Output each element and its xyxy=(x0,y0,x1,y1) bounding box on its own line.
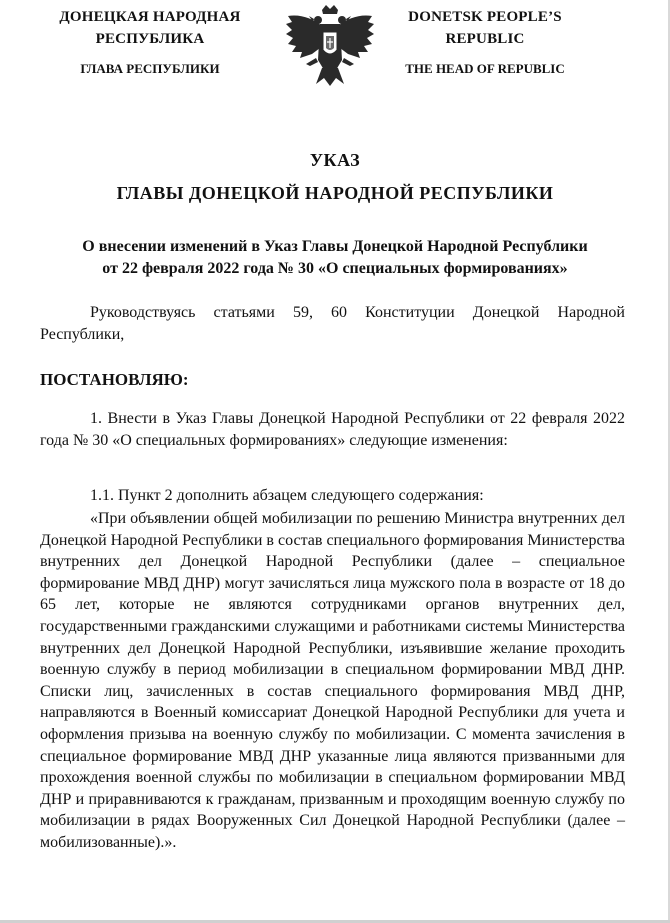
document-title: УКАЗ xyxy=(309,150,361,170)
decree-word: ПОСТАНОВЛЯЮ: xyxy=(40,370,189,389)
header-right-subtitle: THE HEAD OF REPUBLIC xyxy=(405,61,565,76)
legal-basis-paragraph: Руководствуясь статьями 59, 60 Конституции Донецкой Народной Республики, xyxy=(40,304,625,343)
document-subject-line2: от 22 февраля 2022 года № 30 «О специальных формированиях» xyxy=(102,260,568,277)
double-headed-eagle-emblem-icon xyxy=(282,4,378,88)
item-1-1-paragraph: 1.1. Пункт 2 дополнить абзацем следующего содержания: xyxy=(90,487,484,504)
quoted-amendment-paragraph: «При объявлении общей мобилизации по решению Министра внутренних дел Донецкой Народной Республики в состав специального формирования Министерства внутренних дел Донецкой Народной Республики (далее – специальное формирование МВД ДНР) могут зачисляться лица мужского пола в возрасте от 18 до 65 лет, которые не являются сотрудниками органов внутренних дел, государственными гражданскими служащими и работниками системы Министерства внутренних дел Донецкой Народной Республики, изъявившие желание проходить военную службу в период мобилизации в специальном формировании МВД ДНР. Списки лиц, зачисленных в состав специального формирования МВД ДНР, направляются в Военный комиссариат Донецкой Народной Республики для учета и оформления призыва на военную службу по мобилизации. С момента зачисления в специальное формирование МВД ДНР указанные лица являются призванными для прохождения военной службы по мобилизации в специальном формировании МВД ДНР и приравниваются к гражданам, призванным и проходящим военную службу по мобилизации в рядах Вооруженных Сил Донецкой Народной Республики (далее – мобилизованные).». xyxy=(40,510,626,851)
item-1-paragraph: 1. Внести в Указ Главы Донецкой Народной Республики от 22 февраля 2022 года № 30 «О специальных формированиях» следующие изменения: xyxy=(40,410,625,449)
header-left-line1: ДОНЕЦКАЯ НАРОДНАЯ xyxy=(59,9,241,25)
header-right-line1: DONETSK PEOPLE’S xyxy=(408,9,562,25)
header-right-line2: REPUBLIC xyxy=(445,31,525,47)
document-subject-line1: О внесении изменений в Указ Главы Донецкой Народной Республики xyxy=(82,238,588,255)
header-left-title xyxy=(40,6,260,50)
header-left-line2: РЕСПУБЛИКА xyxy=(95,31,205,47)
header-right-title xyxy=(390,6,580,50)
document-issuer: ГЛАВЫ ДОНЕЦКОЙ НАРОДНОЙ РЕСПУБЛИКИ xyxy=(116,183,554,203)
header-left-subtitle: ГЛАВА РЕСПУБЛИКИ xyxy=(80,61,220,76)
